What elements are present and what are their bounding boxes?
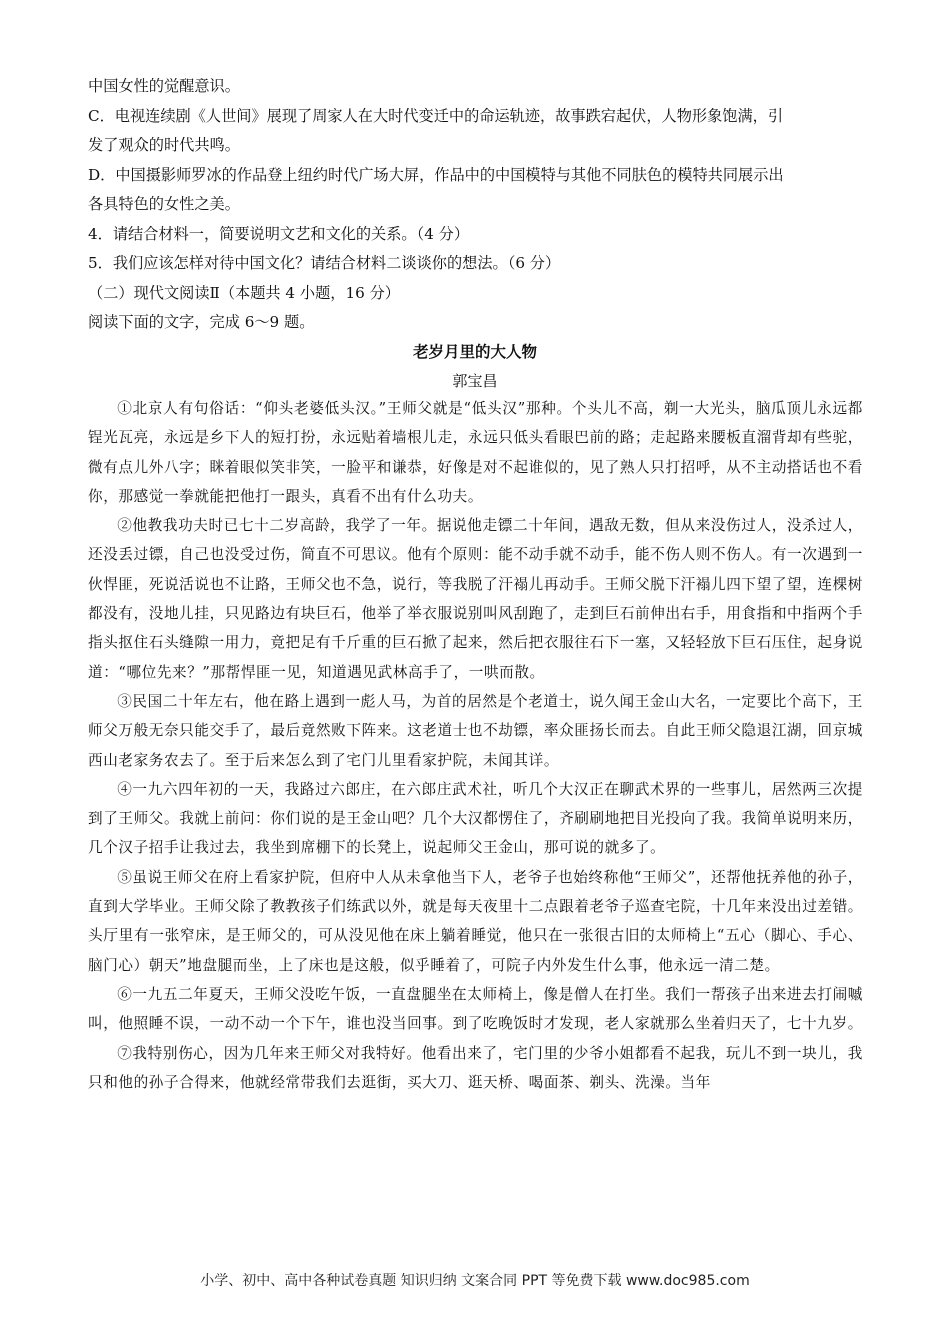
option-c-line: C．电视连续剧《人世间》展现了周家人在大时代变迁中的命运轨迹，故事跌宕起伏，人物形象饱满，引	[88, 106, 784, 125]
paragraph-4: ④一九六四年初的一天，我路过六郎庄，在六郎庄武术社，听几个大汉正在聊武术界的一些事儿，居然两三次提到了王师父。我就上前问：你们说的是王金山吧？几个大汉都愣住了，齐刷刷地把目光投向了我。我简单说明来历，几个汉子招手让我过去，我坐到席棚下的长凳上，说起师父王金山，那可说的就多了。	[88, 780, 863, 857]
option-d-continuation: 各具特色的女性之美。	[88, 195, 240, 213]
paragraph-2: ②他教我功夫时已七十二岁高龄，我学了一年。据说他走镖二十年间，遇敌无数，但从来没伤过人，没杀过人，还没丢过镖，自己也没受过伤，简直不可思议。他有个原则：能不动手就不动手，能不伤人则不伤人。有一次遇到一伙悍匪，死说活说也不让路，王师父也不急，说行，等我脱了汗褟儿再动手。王师父脱下汗褟儿四下望了望，连棵树都没有，没地儿挂，只见路边有块巨石，他举了举衣服说别叫风刮跑了，走到巨石前伸出右手，用食指和中指两个手指头抠住石头缝隙一用力，竟把足有千斤重的巨石掀了起来，然后把衣服往石下一塞，又轻轻放下巨石压住，起身说道：“哪位先来？”那帮悍匪一见，知道遇见武林高手了，一哄而散。	[88, 517, 863, 681]
paragraph-3: ③民国二十年左右，他在路上遇到一彪人马，为首的居然是个老道士，说久闻王金山大名，一定要比个高下，王师父万般无奈只能交手了，最后竟然败下阵来。这老道士也不劫镖，率众匪扬长而去。自此王师父隐退江湖，回京城西山老家务农去了。至于后来怎么到了宅门儿里看家护院，未闻其详。	[88, 692, 863, 769]
paragraph-7: ⑦我特别伤心，因为几年来王师父对我特好。他看出来了，宅门里的少爷小姐都看不起我，玩儿不到一块儿，我只和他的孙子合得来，他就经常带我们去逛街，买大刀、逛天桥、喝面茶、剃头、洗澡。当年	[88, 1044, 863, 1091]
section-heading: （二）现代文阅读Ⅱ（本题共 4 小题，16 分）	[88, 283, 400, 302]
paragraph-5: ⑤虽说王师父在府上看家护院，但府中人从未拿他当下人，老爷子也始终称他“王师父”，还帮他抚养他的孙子，直到大学毕业。王师父除了教教孩子们练武以外，就是每天夜里十二点跟着老爷子巡查宅院，十几年来没出过差错。头厅里有一张窄床，是王师父的，可从没见他在床上躺着睡觉，他只在一张很古旧的太师椅上“五心（脚心、手心、脑门心）朝天”地盘腿而坐，上了床也是这般，似乎睡着了，可院子内外发生什么事，他永远一清二楚。	[88, 868, 863, 974]
reading-instruction: 阅读下面的文字，完成 6～9 题。	[88, 313, 315, 331]
article-title: 老岁月里的大人物	[412, 343, 537, 361]
paragraph-6: ⑥一九五二年夏天，王师父没吃午饭，一直盘腿坐在太师椅上，像是僧人在打坐。我们一帮孩子出来进去打闹嘁叫，他照睡不误，一动不动一个下午，谁也没当回事。到了吃晚饭时才发现，老人家就那么坐着归天了，七十九岁。	[88, 985, 863, 1033]
article-author: 郭宝昌	[452, 372, 498, 390]
paragraph-1: ①北京人有句俗话：“仰头老婆低头汉。”王师父就是“低头汉”那种。个头儿不高，剃一大光头，脑瓜顶儿永远都锃光瓦亮，永远是乡下人的短打扮，永远贴着墙根儿走，永远只低头看眼巴前的路；走起路来腰板直溜背却有些驼，微有点儿外八字；眯着眼似笑非笑，一脸平和谦恭，好像是对不起谁似的，见了熟人只打招呼，从不主动搭话也不看你，那感觉一拳就能把他打一跟头，真看不出有什么功夫。	[88, 400, 863, 505]
text-line: 中国女性的觉醒意识。	[88, 77, 240, 95]
option-c-continuation: 发了观众的时代共鸣。	[88, 136, 240, 154]
article-body	[88, 394, 863, 1097]
question-block	[88, 72, 868, 338]
question-5: 5．我们应该怎样对待中国文化？请结合材料二谈谈你的想法。（6 分）	[88, 254, 561, 272]
page-footer: 小学、初中、高中各种试卷真题 知识归纳 文案合同 PPT 等免费下载 www.doc985.com	[200, 1273, 750, 1289]
question-4: 4．请结合材料一，简要说明文艺和文化的关系。（4 分）	[88, 224, 470, 243]
option-d-line: D．中国摄影师罗冰的作品登上纽约时代广场大屏，作品中的中国模特与其他不同肤色的模特共同展示出	[88, 165, 784, 184]
